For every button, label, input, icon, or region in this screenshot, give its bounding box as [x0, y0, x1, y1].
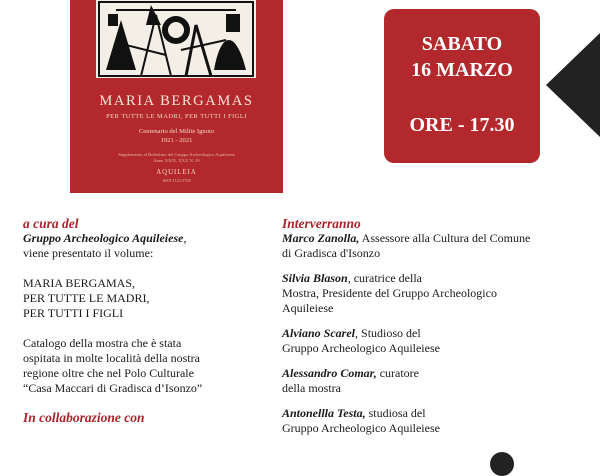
speaker-entry	[282, 231, 582, 261]
speaker-role: della mostra	[282, 381, 341, 395]
speaker-name: Antonellla Testa,	[282, 406, 366, 420]
event-day: SABATO	[421, 33, 503, 55]
speaker-entry	[282, 406, 582, 436]
description-line: “Casa Maccari di Gradisca d’Isonzo”	[23, 381, 203, 395]
collaboration-heading: In collaborazione con	[23, 410, 145, 425]
cover-title: MARIA BERGAMAS	[99, 93, 254, 109]
speaker-role: di Gradisca d'Isonzo	[282, 246, 381, 260]
cover-supplement-line: Anno XXIX, XXX N. 29	[153, 158, 200, 163]
speaker-name: Silvia Blason	[282, 271, 348, 285]
book-title-line: PER TUTTE LE MADRI,	[23, 291, 150, 305]
right-column	[282, 216, 582, 446]
event-date-box	[384, 9, 540, 163]
cover-centenary: Centenario del Milite Ignoto	[138, 128, 215, 135]
speaker-role: studiosa del	[365, 406, 426, 420]
cover-supplement-line: Supplemento al Bollettino del Gruppo Archeologico Aquileiese	[118, 152, 235, 157]
speaker-role: Gruppo Archeologico Aquileiese	[282, 341, 440, 355]
event-date: 16 MARZO	[411, 59, 513, 81]
cover-isbn: ISSN 1123-5758	[162, 178, 191, 183]
cover-subtitle: PER TUTTE LE MADRI, PER TUTTI I FIGLI	[106, 113, 247, 120]
curated-by-heading: a cura del	[23, 216, 79, 231]
description-line: regione oltre che nel Polo Culturale	[23, 366, 194, 380]
speaker-name: Alessandro Comar,	[282, 366, 377, 380]
arrow-decoration-icon	[546, 33, 600, 137]
book-title-line: MARIA BERGAMAS,	[23, 276, 136, 290]
speaker-entry	[282, 326, 582, 356]
cover-publisher: AQUILEIA	[156, 169, 197, 176]
speaker-role: , Studioso del	[355, 326, 421, 340]
left-column	[23, 216, 273, 425]
description-line: ospitata in molte località della nostra	[23, 351, 200, 365]
speaker-name: Alviano Scarel	[282, 326, 356, 340]
speakers-heading: Interverranno	[282, 216, 361, 231]
speaker-role: Gruppo Archeologico Aquileiese	[282, 421, 440, 435]
book-cover	[70, 0, 283, 193]
speaker-role: , curatrice della	[347, 271, 422, 285]
event-time: ORE - 17.30	[409, 114, 515, 136]
cover-supplement	[70, 152, 283, 164]
speaker-name: Marco Zanolla,	[282, 231, 360, 245]
speaker-entry	[282, 366, 582, 396]
organizer-line	[23, 231, 273, 246]
description-line: Catalogo della mostra che è stata	[23, 336, 182, 350]
cover-illustration	[96, 0, 256, 78]
speaker-role: Assessore alla Cultura del Comune	[359, 231, 531, 245]
intro-text: viene presentato il volume:	[23, 246, 154, 260]
speaker-role: Aquileiese	[282, 301, 334, 315]
speaker-entry	[282, 271, 582, 316]
book-title-line: PER TUTTI I FIGLI	[23, 306, 124, 320]
organizer-suffix: ,	[183, 231, 187, 245]
cover-years: 1921 - 2021	[160, 137, 193, 144]
speaker-role: Mostra, Presidente del Gruppo Archeologico	[282, 286, 497, 300]
organizer-name: Gruppo Archeologico Aquileiese	[23, 231, 184, 245]
speaker-role: curatore	[376, 366, 420, 380]
decorative-circle-icon	[490, 452, 514, 476]
